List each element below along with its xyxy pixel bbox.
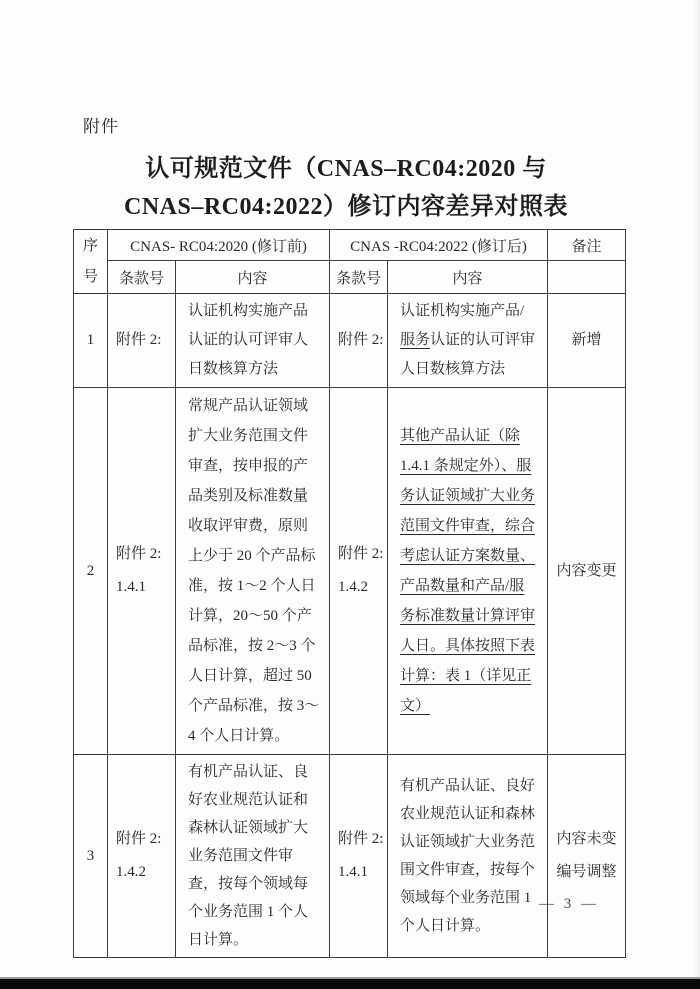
row-old-clause [108,388,176,755]
remark-line: 内容未变 [556,831,617,847]
row-new-content [388,388,548,755]
old-clause-line: 附件 2: [116,546,162,562]
header-remark: 备注 [548,230,626,261]
table-row-3 [74,755,626,958]
remark-line: 新增 [571,332,602,348]
row-remark [548,294,626,388]
new-clause-line: 附件 2: [338,546,384,562]
row-new-clause [330,388,388,755]
row-old-clause [108,294,176,388]
page-number: — 3 — [539,896,599,912]
row-new-clause [330,755,388,958]
attachment-label: 附件 [83,117,119,136]
new-clause-line: 附件 2: [338,332,384,348]
row-new-clause [330,294,388,388]
header-seq-number [74,230,108,294]
row-old-content: 常规产品认证领域扩大业务范围文件审查，按申报的产品类别及标准数量收取评审费，原则上少于 20 个产品标准，按 1～2 个人日计算，20～50 个产品标准，按 2～3 个人日计算，超过 50 个产品标准，按 3～4 个人日计算。 [176,388,330,755]
row-old-content: 认证机构实施产品认证的认可评审人日数核算方法 [176,294,330,388]
old-clause-line: 1.4.2 [116,864,146,880]
new-content-part: 认证的认可评审人日数核算方法 [400,332,536,377]
header-new-version-group: CNAS -RC04:2022 (修订后) [330,230,548,261]
header-new-clause-no: 条款号 [330,261,388,294]
header-seq-char-2: 号 [82,268,98,285]
table-row-1 [74,294,626,388]
row-seq-number: 3 [74,755,108,958]
old-clause-line: 1.4.1 [116,579,146,595]
header-old-content: 内容 [176,261,330,294]
header-old-version-group: CNAS- RC04:2020 (修订前) [108,230,330,261]
scan-edge-bottom-bar [0,979,700,989]
old-clause-line: 附件 2: [116,831,162,847]
header-remark-empty-cell [548,261,626,294]
table-header-row-2 [74,261,626,294]
old-clause-line: 附件 2: [116,332,162,348]
row-seq-number: 1 [74,294,108,388]
row-remark [548,755,626,958]
header-old-clause-no: 条款号 [108,261,176,294]
remark-line: 内容变更 [556,562,617,579]
new-clause-line: 1.4.2 [338,579,368,595]
remark-line: 编号调整 [556,864,617,880]
new-clause-line: 1.4.1 [338,864,368,880]
new-content-part: 有机产品认证、良好农业规范认证和森林认证领域扩大业务范围文件审查，按每个领域每个业务范围 1 个人日计算。 [400,778,536,934]
document-title-line-1: 认可规范文件（CNAS–RC04:2020 与 [145,156,547,182]
header-seq-char-1: 序 [82,237,98,254]
table-header-row-1 [74,230,626,261]
header-new-content: 内容 [388,261,548,294]
new-content-part-underlined: 其他产品认证（除 1.4.1 条规定外）、服务认证领域扩大业务范围文件审查，综合考虑认证方案数量、产品数量和产品/服务标准数量计算评审人日。具体按照下表计算：表 1（详见正文） [400,428,536,714]
table-row-2 [74,388,626,755]
new-content-part: 认证机构实施产品/ [400,303,525,319]
scan-edge-right-shade [693,0,700,977]
document-title [0,150,692,226]
row-seq-number: 2 [74,388,108,755]
document-title-line-2: CNAS–RC04:2022）修订内容差异对照表 [124,194,568,220]
revision-comparison-table [73,229,626,958]
row-new-content [388,755,548,958]
row-old-clause [108,755,176,958]
row-new-content [388,294,548,388]
new-content-part-underlined: 服务 [400,332,431,348]
row-old-content: 有机产品认证、良好农业规范认证和森林认证领域扩大业务范围文件审查，按每个领域每个业务范围 1 个人日计算。 [176,755,330,958]
new-clause-line: 附件 2: [338,831,384,847]
row-remark [548,388,626,755]
